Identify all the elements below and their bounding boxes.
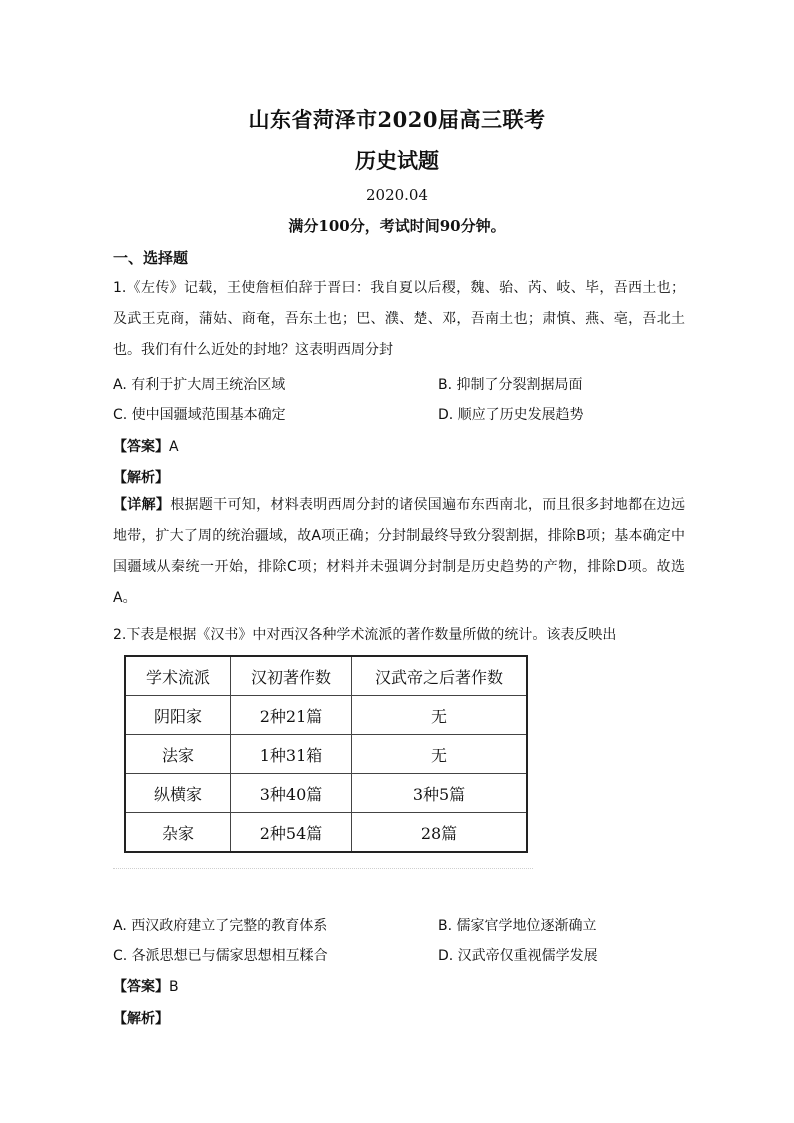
table-cell: 阴阳家 <box>125 696 231 735</box>
detail-tag: 【详解】 <box>113 497 171 513</box>
table-row <box>125 735 527 774</box>
section-heading: 一、选择题 <box>113 249 189 267</box>
q2-answer <box>113 976 179 996</box>
q2-option-b: B. 儒家官学地位逐渐确立 <box>438 918 597 934</box>
q2-option-a: A. 西汉政府建立了完整的教育体系 <box>113 918 328 934</box>
table-cell: 杂家 <box>125 813 231 853</box>
table-header: 汉武帝之后著作数 <box>352 656 528 696</box>
table-cell: 2种21篇 <box>231 696 352 735</box>
answer-tag: 【答案】 <box>113 439 169 455</box>
answer-value: A <box>169 439 179 455</box>
q1-analysis-tag: 【解析】 <box>113 470 169 486</box>
table-cell: 无 <box>352 735 528 774</box>
answer-tag: 【答案】 <box>113 979 169 995</box>
q2-option-d: D. 汉武帝仅重视儒学发展 <box>438 948 598 964</box>
table-cell: 28篇 <box>352 813 528 853</box>
table-header: 汉初著作数 <box>231 656 352 696</box>
q1-answer <box>113 436 179 456</box>
faint-scan-line <box>113 868 533 877</box>
q1-stem: 1.《左传》记载，王使詹桓伯辞于晋曰：我自夏以后稷，魏、骀、芮、岐、毕，吾西土也；及武王克商，蒲姑、商奄，吾东土也；巴、濮、楚、邓，吾南土也；肃慎、燕、亳，吾北土也。我们有什么近处的封地？这表明西周分封 <box>113 280 685 358</box>
q2-analysis-tag: 【解析】 <box>113 1011 169 1027</box>
q1-detail <box>113 490 685 614</box>
score-info: 满分100分，考试时间90分钟。 <box>288 217 506 235</box>
table-cell: 3种5篇 <box>352 774 528 813</box>
q1-option-c: C. 使中国疆域范围基本确定 <box>113 407 286 423</box>
exam-subtitle: 历史试题 <box>355 148 439 173</box>
school-works-table <box>124 655 528 853</box>
exam-title: 山东省菏泽市2020届高三联考 <box>248 107 546 132</box>
table-cell: 2种54篇 <box>231 813 352 853</box>
table-cell: 3种40篇 <box>231 774 352 813</box>
table-cell: 纵横家 <box>125 774 231 813</box>
table-cell: 法家 <box>125 735 231 774</box>
table-row <box>125 813 527 853</box>
table-header: 学术流派 <box>125 656 231 696</box>
table-cell: 无 <box>352 696 528 735</box>
exam-date: 2020.04 <box>365 186 429 204</box>
q1-option-d: D. 顺应了历史发展趋势 <box>438 407 584 423</box>
detail-text: 根据题干可知，材料表明西周分封的诸侯国遍布东西南北，而且很多封地都在边远地带，扩大了周的统治疆域，故A项正确；分封制最终导致分裂割据，排除B项；基本确定中国疆域从秦统一开始，排除C项；材料并未强调分封制是历史趋势的产物，排除D项。故选A。 <box>113 497 686 606</box>
table-cell: 1种31箱 <box>231 735 352 774</box>
q1-option-b: B. 抑制了分裂割据局面 <box>438 377 583 393</box>
table-row <box>125 774 527 813</box>
q2-option-c: C. 各派思想已与儒家思想相互糅合 <box>113 948 328 964</box>
answer-value: B <box>169 979 179 995</box>
table-row <box>125 696 527 735</box>
table-header-row <box>125 656 527 696</box>
q1-option-a: A. 有利于扩大周王统治区域 <box>113 377 286 393</box>
q2-stem: 2.下表是根据《汉书》中对西汉各种学术流派的著作数量所做的统计。该表反映出 <box>113 627 617 643</box>
